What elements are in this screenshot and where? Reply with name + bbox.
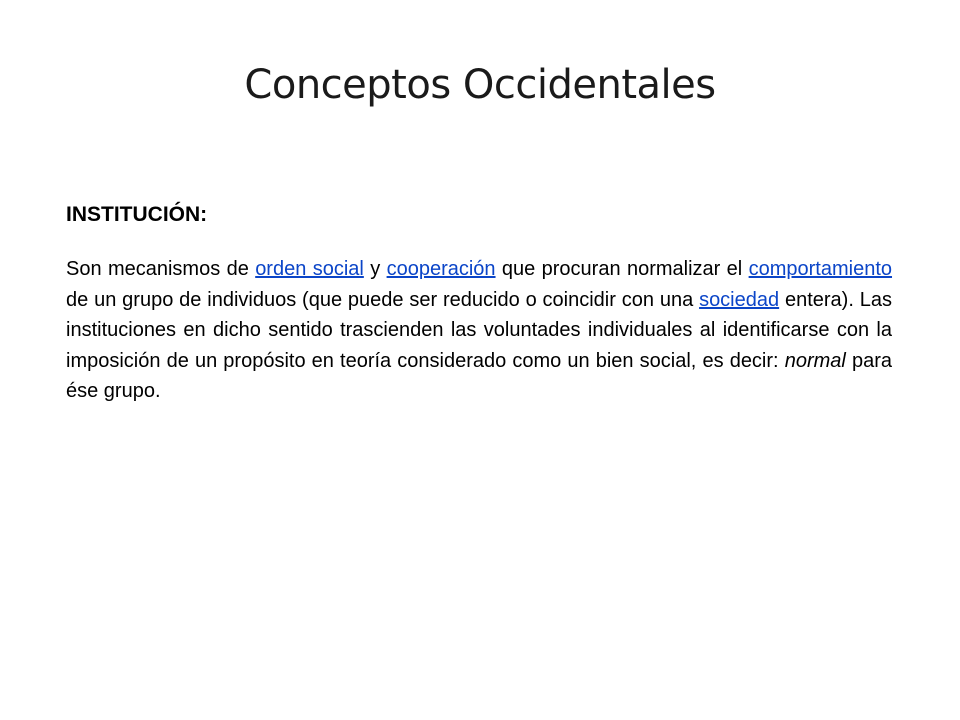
section-heading: INSTITUCIÓN:	[66, 203, 208, 226]
link-comportamiento[interactable]: comportamiento	[748, 258, 893, 280]
link-orden-social[interactable]: orden social	[255, 258, 364, 280]
paragraph-text: entera). Las instituciones en dicho sentido trascienden las voluntades individuales al identificarse con la imposición de un propósito en teoría considerado como un bien social, es decir:	[66, 288, 892, 372]
paragraph-text: que procuran normalizar el	[495, 258, 749, 280]
paragraph-text: para ése grupo.	[66, 349, 892, 402]
paragraph-text: de un grupo de individuos (que puede ser reducido o coincidir con una	[66, 288, 700, 311]
slide-title: Conceptos Occidentales	[244, 62, 716, 108]
content-block	[66, 203, 892, 407]
paragraph-text: Son mecanismos de	[66, 258, 256, 280]
link-cooperacion[interactable]: cooperación	[386, 258, 496, 280]
definition-paragraph	[66, 254, 892, 407]
emphasis-normal: normal	[784, 349, 846, 372]
link-sociedad[interactable]: sociedad	[699, 288, 780, 311]
paragraph-text: y	[363, 258, 387, 280]
